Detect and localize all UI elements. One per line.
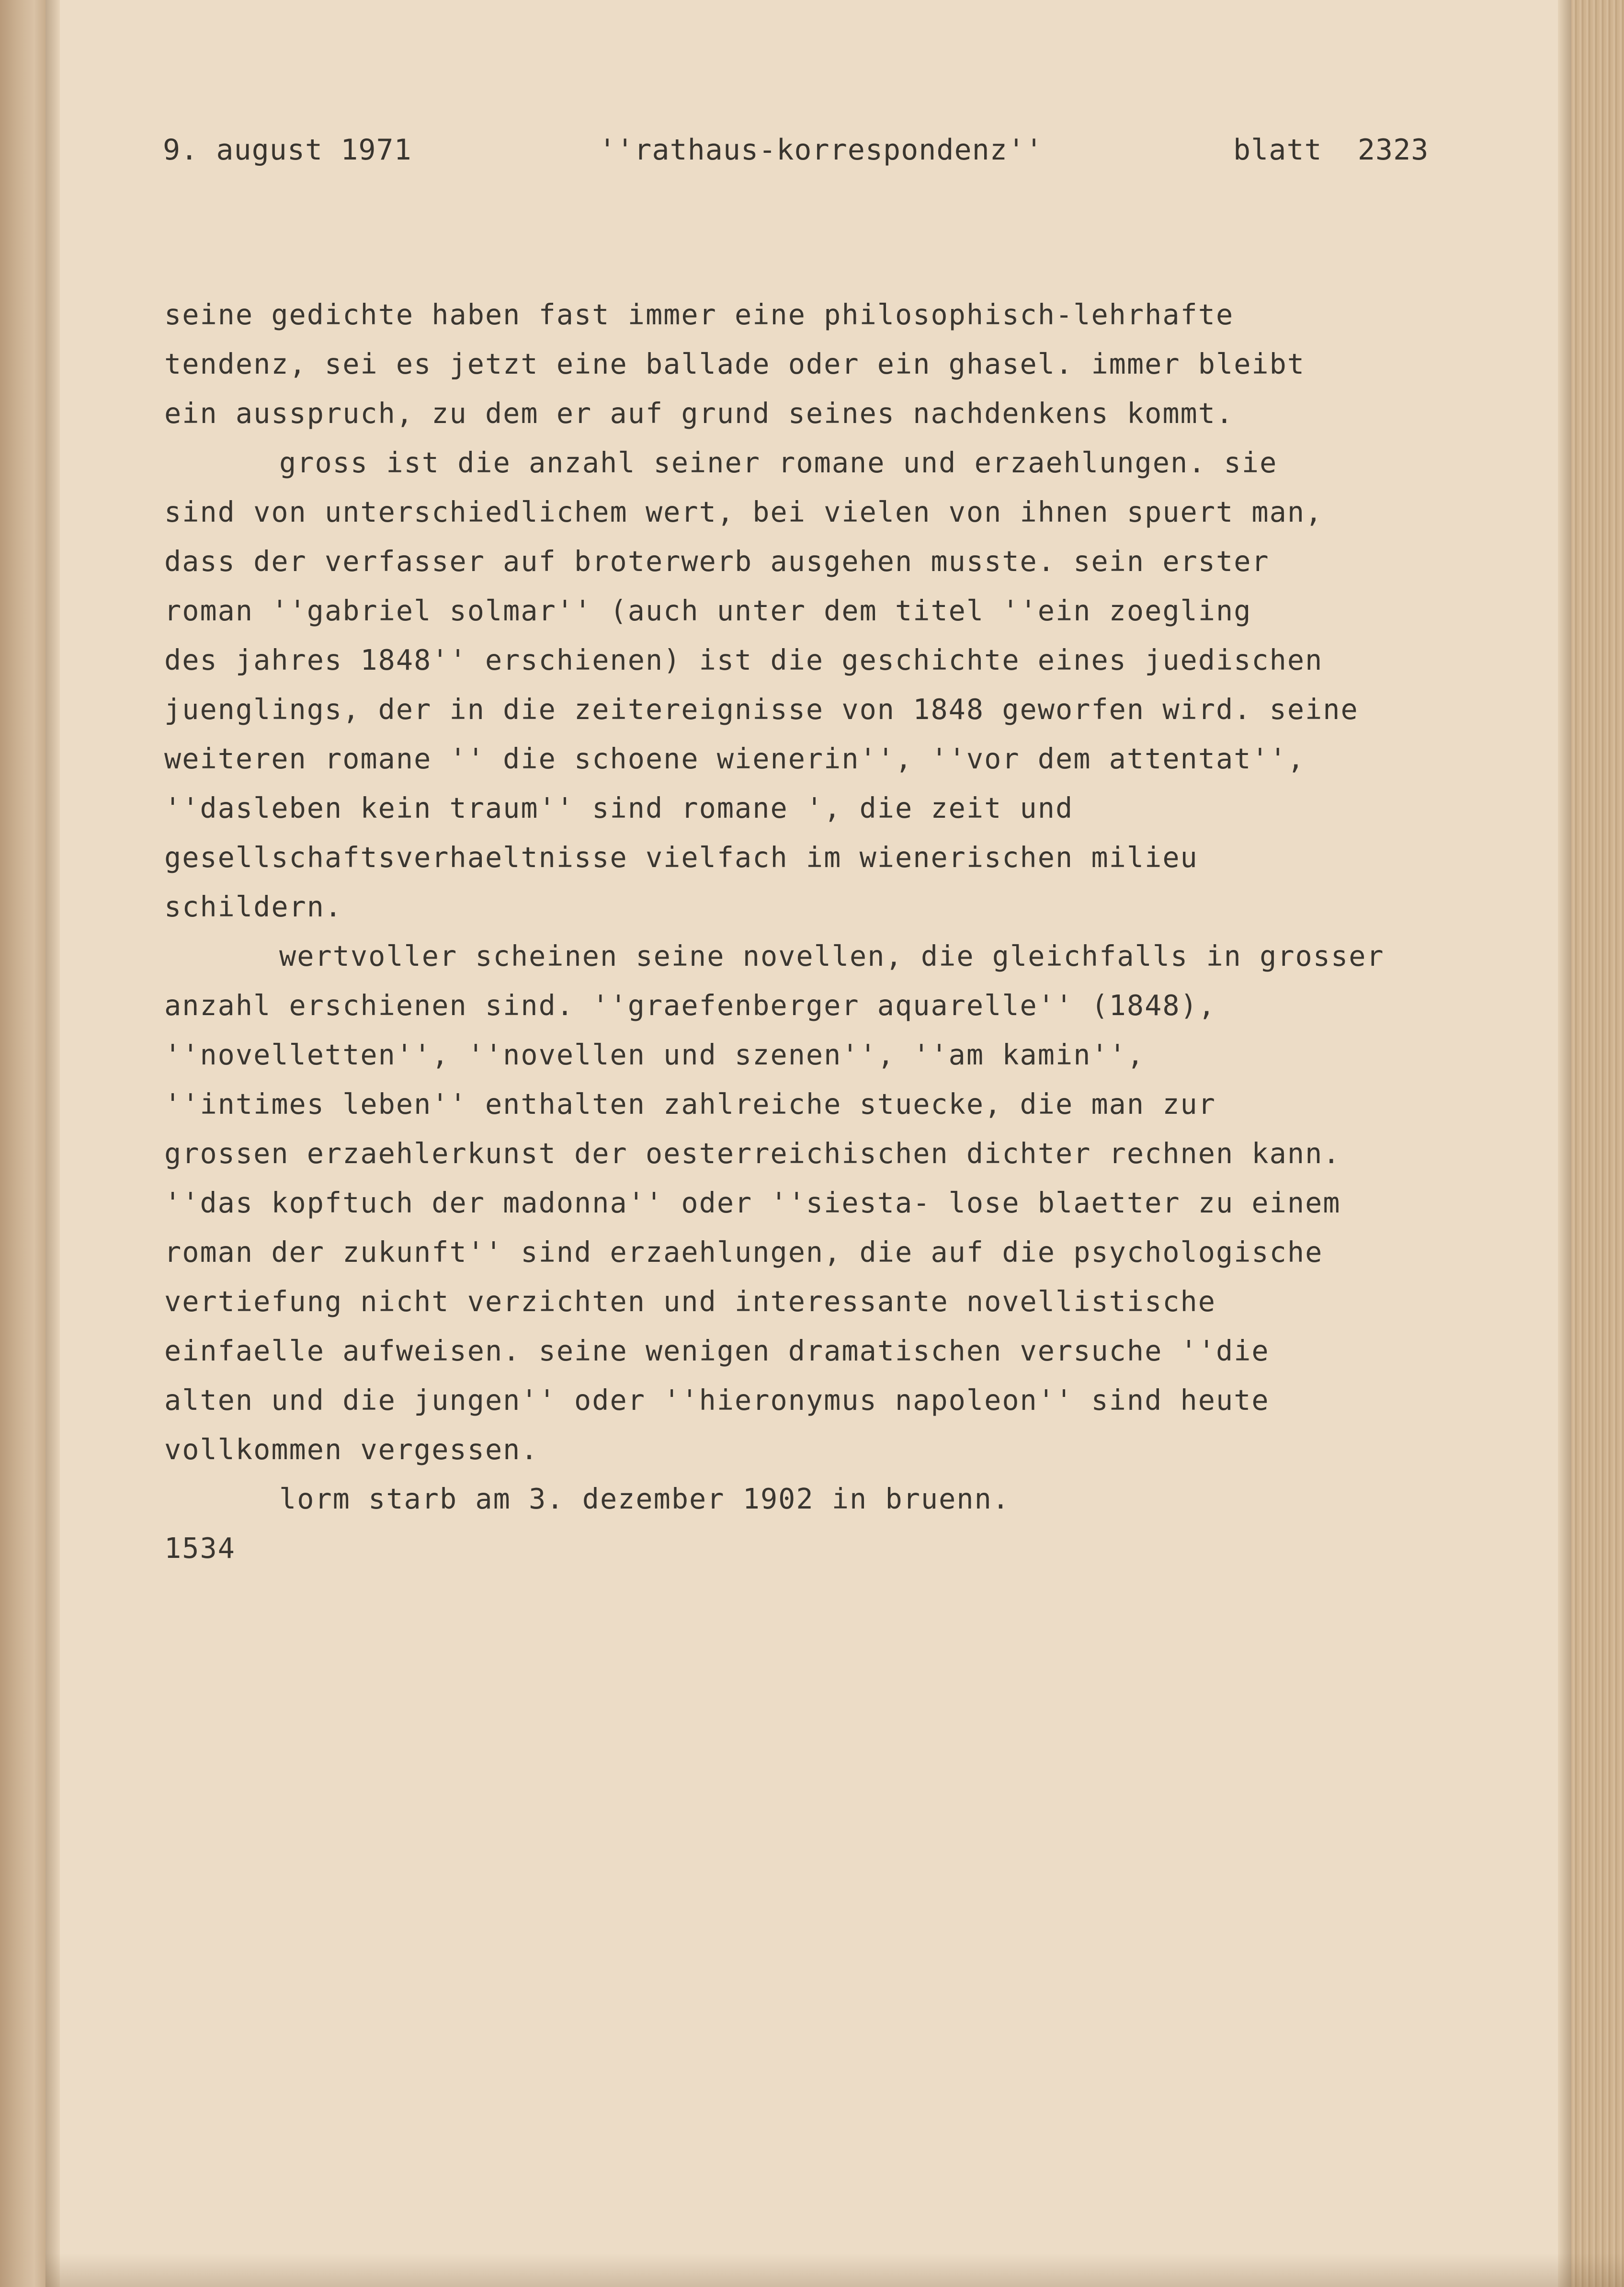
text-line: ein ausspruch, zu dem er auf grund seines nachdenkens kommt. bbox=[164, 397, 1234, 430]
text-line: des jahres 1848'' erschienen) ist die geschichte eines juedischen bbox=[164, 644, 1323, 676]
text-line: ''dasleben kein traum'' sind romane ', die zeit und bbox=[164, 792, 1074, 824]
text-line: anzahl erschienen sind. ''graefenberger aquarelle'' (1848), bbox=[164, 989, 1216, 1022]
text-line: seine gedichte haben fast immer eine philosophisch-lehrhafte bbox=[164, 298, 1234, 331]
page-edge-stack bbox=[1571, 0, 1624, 2287]
page-edge-shadow bbox=[1558, 0, 1571, 2287]
text-line: einfaelle aufweisen. seine wenigen dramatischen versuche ''die bbox=[164, 1335, 1270, 1367]
text-line: gesellschaftsverhaeltnisse vielfach im wienerischen milieu bbox=[164, 841, 1198, 874]
text-line: roman der zukunft'' sind erzaehlungen, die auf die psychologische bbox=[164, 1236, 1323, 1269]
page-footer-number: 1534 bbox=[164, 1532, 236, 1565]
header-title: ''rathaus-korrespondenz'' bbox=[599, 133, 1044, 167]
text-line: tendenz, sei es jetzt eine ballade oder ein ghasel. immer bleibt bbox=[164, 348, 1306, 380]
document-page bbox=[60, 0, 1558, 2287]
text-line: wertvoller scheinen seine novellen, die gleichfalls in grosser bbox=[279, 940, 1385, 972]
text-line: lorm starb am 3. dezember 1902 in bruenn. bbox=[279, 1483, 1011, 1515]
text-line: dass der verfasser auf broterwerb ausgehen musste. sein erster bbox=[164, 545, 1270, 578]
text-line: schildern. bbox=[164, 891, 343, 923]
text-line: juenglings, der in die zeitereignisse von 1848 geworfen wird. seine bbox=[164, 693, 1359, 726]
page-header bbox=[163, 128, 1465, 172]
text-line: grossen erzaehlerkunst der oesterreichischen dichter rechnen kann. bbox=[164, 1137, 1341, 1170]
text-line: ''intimes leben'' enthalten zahlreiche stuecke, die man zur bbox=[164, 1088, 1216, 1121]
bottom-edge-shade bbox=[45, 2253, 1624, 2287]
text-line: vertiefung nicht verzichten und interessante novellistische bbox=[164, 1285, 1216, 1318]
book-binding-strip bbox=[0, 0, 45, 2287]
body-text bbox=[164, 290, 1553, 1573]
text-line: gross ist die anzahl seiner romane und erzaehlungen. sie bbox=[279, 446, 1278, 479]
gutter-shadow bbox=[45, 0, 60, 2287]
header-sheet-number: blatt 2323 bbox=[1233, 133, 1429, 167]
text-line: vollkommen vergessen. bbox=[164, 1433, 539, 1466]
header-date: 9. august 1971 bbox=[163, 133, 412, 167]
text-line: alten und die jungen'' oder ''hieronymus napoleon'' sind heute bbox=[164, 1384, 1270, 1417]
text-line: sind von unterschiedlichem wert, bei vielen von ihnen spuert man, bbox=[164, 496, 1323, 528]
text-line: roman ''gabriel solmar'' (auch unter dem titel ''ein zoegling bbox=[164, 595, 1252, 627]
text-line: ''novelletten'', ''novellen und szenen'', ''am kamin'', bbox=[164, 1039, 1145, 1071]
text-line: ''das kopftuch der madonna'' oder ''siesta- lose blaetter zu einem bbox=[164, 1187, 1341, 1219]
text-line: weiteren romane '' die schoene wienerin'', ''vor dem attentat'', bbox=[164, 743, 1306, 775]
